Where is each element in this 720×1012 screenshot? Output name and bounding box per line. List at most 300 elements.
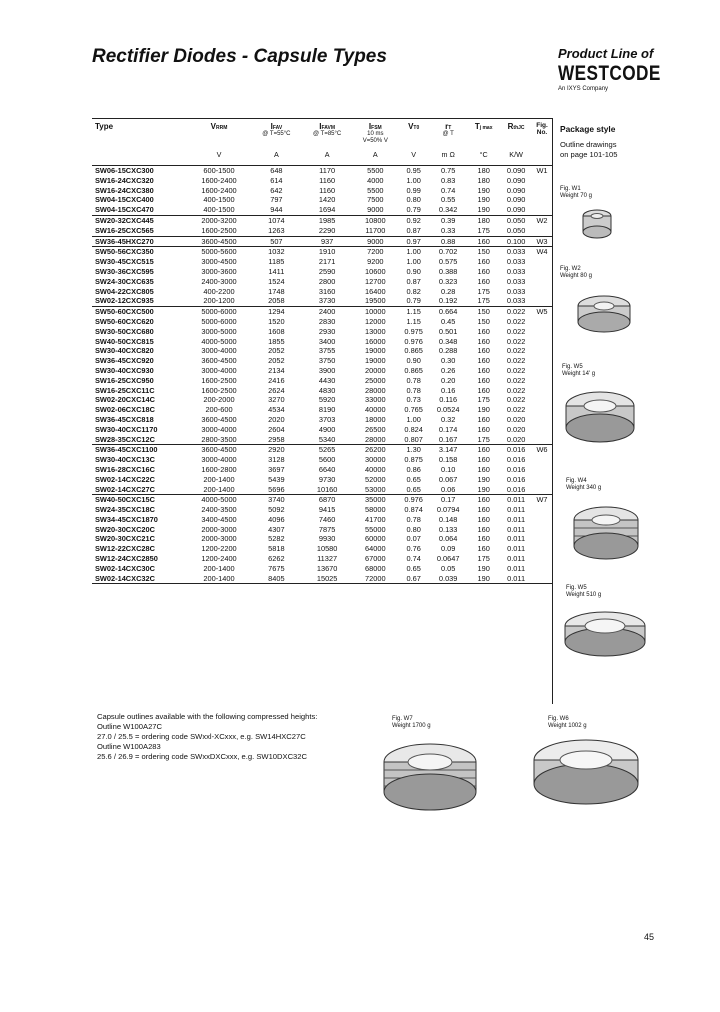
value-cell: 1600-2800 xyxy=(201,464,237,474)
value-cell: 0.022 xyxy=(506,336,526,346)
table-row xyxy=(92,515,552,525)
value-cell: 2920 xyxy=(251,445,302,455)
value-cell: 160 xyxy=(477,534,490,544)
value-cell: 160 xyxy=(477,266,490,276)
value-cell: 9200 xyxy=(367,257,384,267)
value-cell: 190 xyxy=(477,563,490,573)
table-row xyxy=(92,215,552,225)
value-cell: 1170 xyxy=(302,166,353,176)
table-row xyxy=(92,356,552,366)
value-cell: 15025 xyxy=(302,574,353,584)
note-line: Outline W100A27C xyxy=(97,722,163,731)
value-cell: 4430 xyxy=(318,375,336,385)
value-cell: 2400-3500 xyxy=(201,505,237,515)
value-cell: 200-1400 xyxy=(203,563,235,573)
value-cell: 0.45 xyxy=(440,316,456,326)
value-cell: 0.33 xyxy=(440,225,456,235)
type-cell: SW40-50CXC815 xyxy=(95,336,154,346)
value-cell: 3697 xyxy=(268,464,285,474)
table-row xyxy=(92,395,552,405)
value-cell: 1.15 xyxy=(406,316,421,326)
type-cell: SW28-35CXC12C xyxy=(95,434,155,444)
value-cell: 0.050 xyxy=(500,215,532,225)
type-cell: SW02-14CXC30C xyxy=(95,563,155,573)
value-cell: 1524 xyxy=(268,276,285,286)
value-cell: 1200-2200 xyxy=(201,544,237,554)
value-cell: 0.011 xyxy=(507,563,526,573)
table-row xyxy=(92,287,552,297)
value-cell: 0.016 xyxy=(506,484,526,494)
table-row xyxy=(92,465,552,475)
value-cell: 0.158 xyxy=(438,455,458,465)
value-cell: 0.342 xyxy=(438,205,458,215)
value-cell: 2171 xyxy=(318,257,336,267)
value-cell: 0.022 xyxy=(500,307,532,317)
value-cell: 6640 xyxy=(318,464,336,474)
value-cell: 160 xyxy=(477,375,490,385)
fig-w6-caption: Fig. W6 Weight 1002 g xyxy=(548,716,587,729)
value-cell: 0.090 xyxy=(506,195,526,205)
value-cell: 0.74 xyxy=(440,185,456,195)
type-cell: SW50-60CXC500 xyxy=(92,307,187,317)
value-cell: 0.90 xyxy=(406,266,421,276)
value-cell: 5920 xyxy=(318,395,336,405)
table-row xyxy=(92,574,552,584)
table-row xyxy=(92,405,552,415)
value-cell: 190 xyxy=(477,195,490,205)
fig-w5-caption: Fig. W5 Weight 14' g xyxy=(562,364,596,377)
value-cell: 190 xyxy=(477,484,490,494)
value-cell: 1032 xyxy=(251,247,302,257)
value-cell: 26500 xyxy=(365,424,386,434)
value-cell: 0.55 xyxy=(440,195,456,205)
col-tjmax: Tj max xyxy=(467,119,500,146)
value-cell: 4534 xyxy=(268,405,285,415)
value-cell: 175 xyxy=(477,286,490,296)
value-cell: 0.07 xyxy=(406,534,421,544)
value-cell: 0.016 xyxy=(506,474,526,484)
col-ifav: IFAV @ T=55°C xyxy=(251,119,302,146)
table-row xyxy=(92,277,552,287)
outline-cell xyxy=(532,515,552,525)
brand-block xyxy=(558,46,683,92)
value-cell: 19500 xyxy=(365,296,386,306)
value-cell: 0.033 xyxy=(506,296,526,306)
value-cell: 0.011 xyxy=(507,534,526,544)
value-cell: 67000 xyxy=(365,554,386,564)
outline-cell xyxy=(532,425,552,435)
value-cell: 19000 xyxy=(365,346,386,356)
value-cell: 1185 xyxy=(268,257,285,267)
value-cell: 7675 xyxy=(268,563,285,573)
outline-cell xyxy=(532,186,552,196)
value-cell: 2290 xyxy=(318,225,336,235)
value-cell: 0.011 xyxy=(507,544,526,554)
value-cell: 6262 xyxy=(268,554,285,564)
value-cell: 400-1500 xyxy=(203,205,235,215)
type-cell: SW30-50CXC680 xyxy=(95,326,154,336)
table-row xyxy=(92,544,552,554)
value-cell: 160 xyxy=(477,385,490,395)
table-row xyxy=(92,525,552,535)
value-cell: 160 xyxy=(477,276,490,286)
value-cell: 41700 xyxy=(365,514,386,524)
page-number: 45 xyxy=(644,932,655,942)
value-cell: 52000 xyxy=(365,474,386,484)
value-cell: 0.022 xyxy=(506,395,526,405)
value-cell: 3000-5000 xyxy=(201,326,237,336)
value-cell: 797 xyxy=(270,195,283,205)
value-cell: 2958 xyxy=(268,434,285,444)
value-cell: 3400 xyxy=(318,336,336,346)
value-cell: 1.15 xyxy=(398,307,429,317)
value-cell: 0.664 xyxy=(429,307,467,317)
table-row xyxy=(92,195,552,205)
capsule-w2-illustration xyxy=(572,290,636,340)
value-cell: 0.016 xyxy=(500,445,532,455)
value-cell: 0.011 xyxy=(507,514,526,524)
value-cell: 40000 xyxy=(365,405,386,415)
outline-cell xyxy=(532,376,552,386)
value-cell: 0.32 xyxy=(440,414,456,424)
value-cell: 160 xyxy=(477,336,490,346)
value-cell: 40000 xyxy=(365,464,386,474)
type-cell: SW02-12CXC935 xyxy=(95,296,154,306)
type-cell: SW30-40CXC1170 xyxy=(95,424,158,434)
value-cell: 1160 xyxy=(319,175,336,185)
value-cell: 20000 xyxy=(365,365,386,375)
value-cell: 25000 xyxy=(365,375,386,385)
value-cell: 2416 xyxy=(268,375,285,385)
value-cell: 9000 xyxy=(353,236,399,247)
value-cell: 3000-4000 xyxy=(201,346,237,356)
value-cell: 1694 xyxy=(318,205,336,215)
value-cell: 4000-5000 xyxy=(201,336,237,346)
value-cell: 16400 xyxy=(365,286,386,296)
value-cell: 10800 xyxy=(353,215,399,225)
value-cell: 0.976 xyxy=(398,495,429,505)
value-cell: 0.702 xyxy=(429,247,467,257)
value-cell: 3000-4000 xyxy=(201,424,237,434)
value-cell: 160 xyxy=(477,524,490,534)
value-cell: 5340 xyxy=(318,434,336,444)
value-cell: 72000 xyxy=(353,574,399,584)
type-cell: SW50-56CXC350 xyxy=(92,247,187,257)
fig-w2-caption: Fig. W2 Weight 80 g xyxy=(560,266,592,279)
type-cell: SW30-40CXC820 xyxy=(95,346,154,356)
value-cell: 2930 xyxy=(318,326,336,336)
value-cell: 160 xyxy=(477,455,490,465)
value-cell: 0.87 xyxy=(406,276,421,286)
outline-cell: W1 xyxy=(532,166,552,176)
value-cell: 200-1400 xyxy=(203,484,235,494)
table-row xyxy=(92,366,552,376)
package-style-label: Package style xyxy=(560,124,616,134)
value-cell: 2000-3200 xyxy=(187,215,251,225)
value-cell: 10160 xyxy=(316,484,338,494)
value-cell: 1600-2400 xyxy=(201,175,237,185)
value-cell: 180 xyxy=(467,215,500,225)
outline-cell xyxy=(532,455,552,465)
outline-cell xyxy=(532,277,552,287)
value-cell: 0.874 xyxy=(404,505,423,515)
value-cell: 3900 xyxy=(318,365,336,375)
value-cell: 160 xyxy=(467,236,500,247)
outline-cell xyxy=(532,176,552,186)
outline-cell xyxy=(532,415,552,425)
outline-cell xyxy=(532,205,552,215)
value-cell: 190 xyxy=(477,185,490,195)
outline-cell xyxy=(532,195,552,205)
value-cell: 2590 xyxy=(318,266,336,276)
value-cell: 6870 xyxy=(302,495,353,505)
value-cell: 0.0524 xyxy=(436,405,460,415)
table-row xyxy=(92,247,552,257)
outline-cell xyxy=(532,554,552,564)
table-row xyxy=(92,534,552,544)
table-row xyxy=(92,296,552,306)
value-cell: 4000-5000 xyxy=(187,495,251,505)
value-cell: 9000 xyxy=(367,205,384,215)
value-cell: 0.174 xyxy=(438,424,458,434)
value-cell: 160 xyxy=(477,424,490,434)
value-cell: 190 xyxy=(467,574,500,584)
value-cell: 0.20 xyxy=(440,375,456,385)
value-cell: 0.87 xyxy=(406,225,421,235)
type-cell: SW20-30CXC21C xyxy=(95,534,155,544)
outline-cell xyxy=(532,346,552,356)
table-row xyxy=(92,485,552,495)
outline-page-label: on page 101-105 xyxy=(560,150,618,159)
outline-cell: W5 xyxy=(532,307,552,317)
value-cell: 2400 xyxy=(302,307,353,317)
value-cell: 0.022 xyxy=(506,365,526,375)
value-cell: 2052 xyxy=(268,356,285,366)
product-line-label: Product Line of xyxy=(558,46,654,61)
capsule-w1-illustration xyxy=(574,204,620,246)
value-cell: 0.011 xyxy=(507,524,526,534)
value-cell: 160 xyxy=(477,365,490,375)
table-row xyxy=(92,475,552,485)
value-cell: 0.95 xyxy=(398,166,429,176)
unit-c: °C xyxy=(479,150,488,160)
table-row xyxy=(92,337,552,347)
value-cell: 7875 xyxy=(318,524,336,534)
table-row xyxy=(92,564,552,574)
capsule-w7-illustration xyxy=(378,736,482,822)
value-cell: 3160 xyxy=(318,286,336,296)
outline-cell xyxy=(532,337,552,347)
type-cell: SW30-40CXC930 xyxy=(95,365,154,375)
value-cell: 175 xyxy=(477,296,490,306)
value-cell: 35000 xyxy=(353,495,399,505)
value-cell: 0.090 xyxy=(506,175,526,185)
value-cell: 0.65 xyxy=(406,484,421,494)
value-cell: 0.167 xyxy=(438,434,458,444)
value-cell: 0.28 xyxy=(440,286,456,296)
value-cell: 0.011 xyxy=(500,574,532,584)
table-row xyxy=(92,455,552,465)
value-cell: 0.575 xyxy=(438,257,458,267)
type-cell: SW36-45CXC920 xyxy=(95,356,154,366)
table-row xyxy=(92,425,552,435)
value-cell: 175 xyxy=(477,395,490,405)
value-cell: 0.020 xyxy=(506,434,526,444)
value-cell: 0.090 xyxy=(506,185,526,195)
value-cell: 0.92 xyxy=(398,215,429,225)
value-cell: 10600 xyxy=(365,266,386,276)
value-cell: 2400-3000 xyxy=(201,276,237,286)
value-cell: 3600-4500 xyxy=(187,236,251,247)
brand-logo: WESTCODE xyxy=(558,62,661,85)
outline-cell xyxy=(532,435,552,445)
value-cell: 0.022 xyxy=(506,405,526,415)
diode-table xyxy=(92,118,552,584)
value-cell: 4096 xyxy=(268,514,285,524)
value-cell: 10580 xyxy=(316,544,338,554)
value-cell: 2800-3500 xyxy=(201,434,237,444)
value-cell: 2624 xyxy=(268,385,285,395)
table-row xyxy=(92,415,552,425)
value-cell: 0.022 xyxy=(506,375,526,385)
type-cell: SW02-14CXC27C xyxy=(95,484,155,494)
value-cell: 9930 xyxy=(318,534,336,544)
type-cell: SW06-15CXC300 xyxy=(92,166,187,176)
value-cell: 4900 xyxy=(318,424,336,434)
value-cell: 5000-6000 xyxy=(201,316,237,326)
value-cell: 642 xyxy=(270,185,283,195)
capsule-w5b-illustration xyxy=(560,604,650,668)
value-cell: 0.79 xyxy=(406,296,421,306)
value-cell: 0.100 xyxy=(500,236,532,247)
value-cell: 200-600 xyxy=(205,405,233,415)
table-row xyxy=(92,435,552,445)
type-cell: SW16-24CXC380 xyxy=(95,185,154,195)
value-cell: 0.807 xyxy=(404,434,423,444)
value-cell: 200-1400 xyxy=(187,574,251,584)
value-cell: 2000-3000 xyxy=(201,524,237,534)
value-cell: 3000-4000 xyxy=(201,455,237,465)
value-cell: 0.975 xyxy=(404,326,423,336)
type-cell: SW20-30CXC20C xyxy=(95,524,155,534)
table-row xyxy=(92,386,552,396)
capsule-w6-illustration xyxy=(528,734,644,820)
outline-cell xyxy=(532,525,552,535)
type-cell: SW40-50CXC15C xyxy=(92,495,187,505)
value-cell: 19000 xyxy=(365,356,386,366)
table-row xyxy=(92,346,552,356)
value-cell: 1420 xyxy=(318,195,336,205)
value-cell: 1600-2500 xyxy=(201,225,237,235)
value-cell: 1910 xyxy=(302,247,353,257)
table-row xyxy=(92,166,552,176)
outline-cell xyxy=(532,386,552,396)
value-cell: 13670 xyxy=(316,563,338,573)
value-cell: 0.90 xyxy=(406,356,421,366)
value-cell: 1.30 xyxy=(398,445,429,455)
type-cell: SW16-28CXC16C xyxy=(95,464,155,474)
value-cell: 68000 xyxy=(365,563,386,573)
value-cell: 160 xyxy=(477,257,490,267)
outline-cell xyxy=(532,475,552,485)
value-cell: 3600-4500 xyxy=(187,445,251,455)
value-cell: 200-1400 xyxy=(203,474,235,484)
value-cell: 1074 xyxy=(251,215,302,225)
value-cell: 2830 xyxy=(318,316,336,326)
value-cell: 0.39 xyxy=(429,215,467,225)
value-cell: 60000 xyxy=(365,534,386,544)
value-cell: 3400-4500 xyxy=(201,514,237,524)
value-cell: 2020 xyxy=(268,414,285,424)
value-cell: 0.022 xyxy=(506,346,526,356)
value-cell: 3600-4500 xyxy=(201,414,237,424)
table-row xyxy=(92,236,552,247)
value-cell: 160 xyxy=(467,445,500,455)
value-cell: 0.99 xyxy=(406,185,421,195)
value-cell: 160 xyxy=(477,346,490,356)
value-cell: 2134 xyxy=(268,365,285,375)
type-cell: SW16-25CXC950 xyxy=(95,375,154,385)
value-cell: 13000 xyxy=(365,326,386,336)
value-cell: 5092 xyxy=(268,505,285,515)
note-line: 27.0 / 25.5 = ordering code SWxxl-XCxxx, e.g. SW14HXC27C xyxy=(97,732,306,741)
value-cell: 2604 xyxy=(268,424,285,434)
value-cell: 0.78 xyxy=(406,385,421,395)
value-cell: 33000 xyxy=(365,395,386,405)
table-right-border xyxy=(552,118,553,704)
outline-drawings-label: Outline drawings xyxy=(560,140,617,149)
value-cell: 10000 xyxy=(353,307,399,317)
value-cell: 1600-2400 xyxy=(201,185,237,195)
type-cell: SW12-24CXC2850 xyxy=(95,554,158,564)
value-cell: 0.020 xyxy=(506,424,526,434)
value-cell: 1748 xyxy=(268,286,285,296)
value-cell: 1520 xyxy=(268,316,285,326)
outline-cell xyxy=(532,485,552,495)
value-cell: 160 xyxy=(467,495,500,505)
value-cell: 11700 xyxy=(365,225,386,235)
value-cell: 0.501 xyxy=(438,326,458,336)
type-cell: SW04-15CXC470 xyxy=(95,205,154,215)
type-cell: SW02-14CXC22C xyxy=(95,474,155,484)
type-cell: SW20-32CXC445 xyxy=(92,215,187,225)
outline-cell xyxy=(532,356,552,366)
unit-v2: V xyxy=(411,150,417,160)
value-cell: 3600-4500 xyxy=(201,356,237,366)
value-cell: 1411 xyxy=(268,266,285,276)
value-cell: 0.090 xyxy=(500,166,532,176)
value-cell: 0.033 xyxy=(506,266,526,276)
outline-cell: W7 xyxy=(532,495,552,505)
value-cell: 12000 xyxy=(365,316,386,326)
value-cell: 190 xyxy=(477,474,490,484)
capsule-notes xyxy=(97,712,317,762)
value-cell: 2000-3000 xyxy=(201,534,237,544)
value-cell: 0.76 xyxy=(406,544,421,554)
value-cell: 0.011 xyxy=(500,495,532,505)
value-cell: 0.17 xyxy=(429,495,467,505)
type-cell: SW16-24CXC320 xyxy=(95,175,154,185)
value-cell: 53000 xyxy=(365,484,386,494)
value-cell: 0.10 xyxy=(440,464,456,474)
value-cell: 0.064 xyxy=(438,534,458,544)
unit-mohm: m Ω xyxy=(441,150,455,160)
value-cell: 5000-5600 xyxy=(187,247,251,257)
value-cell: 3740 xyxy=(251,495,302,505)
value-cell: 5500 xyxy=(367,185,384,195)
col-vrrm: VRRM xyxy=(187,119,251,146)
value-cell: 11327 xyxy=(317,554,338,564)
